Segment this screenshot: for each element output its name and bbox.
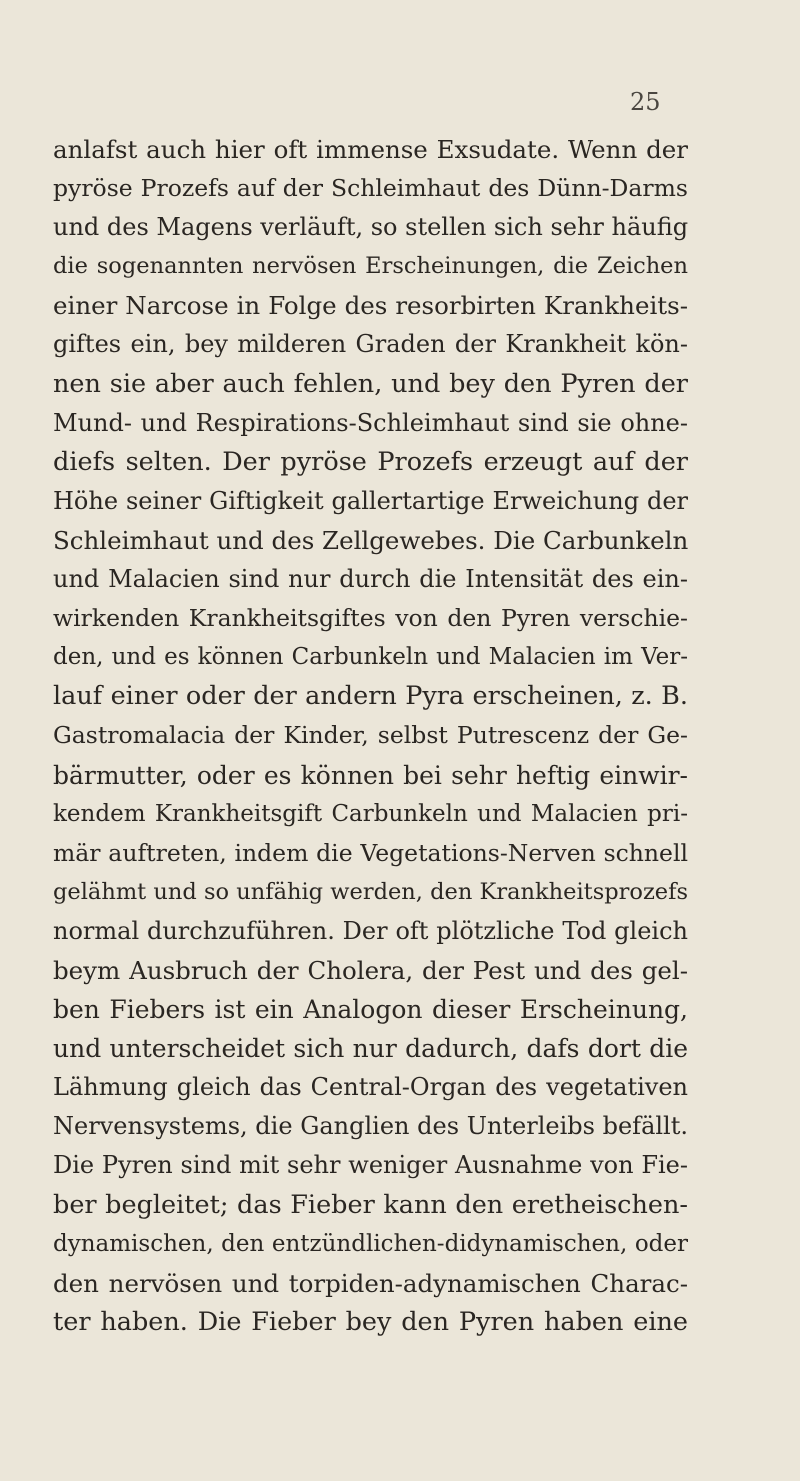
text-line: bärmutter, oder es können bei sehr heftig einwir- — [53, 760, 688, 790]
text-line: diefs selten. Der pyröse Prozefs erzeugt auf der — [53, 446, 688, 477]
body-text — [53, 130, 688, 1342]
text-line: mär auftreten, indem die Vegetations-Nerven schnell — [53, 838, 688, 867]
text-line: einer Narcose in Folge des resorbirten Krankheits- — [53, 291, 688, 321]
text-line: die sogenannten nervösen Erscheinungen, die Zeichen — [53, 253, 688, 280]
text-line: Gastromalacia der Kinder, selbst Putrescenz der Ge- — [53, 721, 688, 750]
text-line: und unterscheidet sich nur dadurch, dafs dort die — [53, 1034, 688, 1064]
text-line: Lähmung gleich das Central-Organ des vegetativen — [53, 1073, 688, 1102]
page-number: 25 — [630, 88, 661, 116]
text-line: lauf einer oder der andern Pyra erscheinen, z. B. — [53, 681, 688, 712]
text-line: Die Pyren sind mit sehr weniger Ausnahme von Fie- — [53, 1151, 688, 1180]
text-line: ben Fiebers ist ein Analogon dieser Erscheinung, — [53, 995, 688, 1025]
text-line: und Malacien sind nur durch die Intensität des ein- — [53, 565, 688, 594]
text-line: nen sie aber auch fehlen, und bey den Pyren der — [53, 368, 688, 399]
text-line: Mund- und Respirations-Schleimhaut sind sie ohne- — [53, 408, 688, 437]
text-line: den nervösen und torpiden-adynamischen Charac- — [53, 1268, 688, 1298]
text-line: normal durchzuführen. Der oft plötzliche Tod gleich — [53, 916, 688, 945]
text-line: anlafst auch hier oft immense Exsudate. Wenn der — [53, 135, 688, 164]
text-line: den, und es können Carbunkeln und Malacien im Ver- — [53, 644, 688, 671]
text-line: dynamischen, den entzündlichen-didynamischen, oder — [53, 1230, 688, 1257]
text-line: ter haben. Die Fieber bey den Pyren haben eine — [53, 1306, 688, 1337]
text-line: beym Ausbruch der Cholera, der Pest und des gel- — [53, 955, 688, 985]
text-line: giftes ein, bey milderen Graden der Krankheit kön- — [53, 330, 688, 359]
text-line: und des Magens verläuft, so stellen sich sehr häufig — [53, 213, 689, 242]
text-line: kendem Krankheitsgift Carbunkeln und Malacien pri- — [53, 800, 688, 827]
text-line: Schleimhaut und des Zellgewebes. Die Carbunkeln — [53, 525, 689, 555]
text-line: Nervensystems, die Ganglien des Unterleibs befällt. — [53, 1112, 688, 1141]
text-line: wirkenden Krankheitsgiftes von den Pyren verschie- — [53, 604, 688, 633]
text-line: pyröse Prozefs auf der Schleimhaut des Dünn-Darms — [53, 174, 688, 203]
text-line: ber begleitet; das Fieber kann den eretheischen- — [53, 1189, 688, 1220]
text-line: gelähmt und so unfähig werden, den Krankheitsprozefs — [53, 878, 688, 905]
text-line: Höhe seiner Giftigkeit gallertartige Erweichung der — [53, 486, 688, 515]
